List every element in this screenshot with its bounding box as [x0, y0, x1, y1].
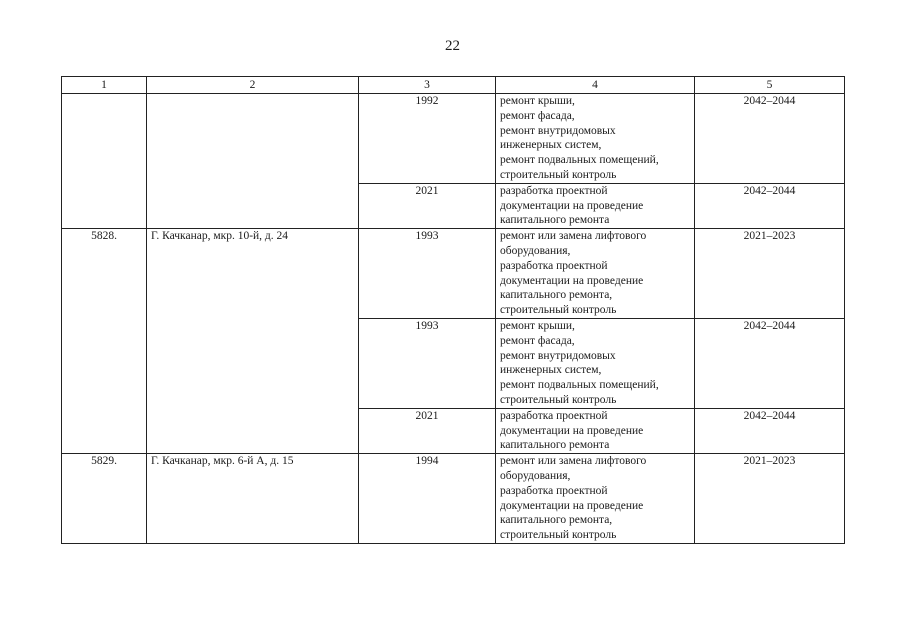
work-item: инженерных систем, [500, 139, 602, 152]
work-item: ремонт внутридомовых [500, 349, 616, 362]
work-item: ремонт фасада, [500, 334, 575, 347]
work-item: разработка проектной [500, 409, 608, 422]
work-item: строительный контроль [500, 393, 617, 406]
page-number: 22 [445, 38, 460, 54]
work-item: капитального ремонта [500, 214, 610, 227]
year-cell: 2021 [359, 408, 496, 453]
work-item: капитального ремонта, [500, 289, 613, 302]
year-cell: 1992 [359, 94, 496, 184]
work-item: строительный контроль [500, 168, 617, 181]
work-item: ремонт подвальных помещений, [500, 154, 659, 167]
period-cell: 2021–2023 [695, 229, 845, 319]
work-item: документации на проведение [500, 424, 644, 437]
period-cell: 2021–2023 [695, 454, 845, 544]
work-item: документации на проведение [500, 199, 644, 212]
work-item: ремонт или замена лифтового [500, 455, 647, 468]
building-address-cell [147, 94, 359, 229]
header-col-3: 3 [359, 77, 496, 94]
repair-schedule-table [61, 76, 845, 544]
works-cell [496, 183, 695, 228]
period-cell: 2042–2044 [695, 94, 845, 184]
building-number-cell: 5829. [62, 454, 147, 544]
period-cell: 2042–2044 [695, 183, 845, 228]
period-cell: 2042–2044 [695, 408, 845, 453]
works-cell [496, 229, 695, 319]
work-item: инженерных систем, [500, 364, 602, 377]
work-item: оборудования, [500, 244, 571, 257]
year-cell: 1994 [359, 454, 496, 544]
work-item: документации на проведение [500, 499, 644, 512]
building-number-cell [62, 94, 147, 229]
work-item: разработка проектной [500, 184, 608, 197]
works-cell [496, 454, 695, 544]
work-item: ремонт крыши, [500, 319, 575, 332]
header-col-5: 5 [695, 77, 845, 94]
works-cell [496, 318, 695, 408]
work-item: ремонт крыши, [500, 95, 575, 107]
table-body [62, 94, 845, 544]
works-cell [496, 94, 695, 184]
building-address-cell: Г. Качканар, мкр. 6-й А, д. 15 [147, 454, 359, 544]
year-cell: 1993 [359, 318, 496, 408]
building-address-cell: Г. Качканар, мкр. 10-й, д. 24 [147, 229, 359, 454]
work-item: ремонт внутридомовых [500, 124, 616, 137]
year-cell: 1993 [359, 229, 496, 319]
work-item: оборудования, [500, 469, 571, 482]
work-item: ремонт фасада, [500, 109, 575, 122]
header-col-4: 4 [496, 77, 695, 94]
work-item: документации на проведение [500, 274, 644, 287]
work-item: строительный контроль [500, 304, 617, 317]
header-row [62, 77, 845, 94]
work-item: разработка проектной [500, 484, 608, 497]
work-item: ремонт или замена лифтового [500, 230, 647, 243]
works-cell [496, 408, 695, 453]
header-col-2: 2 [147, 77, 359, 94]
table-row [62, 454, 845, 544]
work-item: разработка проектной [500, 259, 608, 272]
header-col-1: 1 [62, 77, 147, 94]
year-cell: 2021 [359, 183, 496, 228]
work-item: строительный контроль [500, 529, 617, 542]
work-item: капитального ремонта, [500, 514, 613, 527]
work-item: ремонт подвальных помещений, [500, 379, 659, 392]
period-cell: 2042–2044 [695, 318, 845, 408]
work-item: капитального ремонта [500, 439, 610, 452]
table-row [62, 94, 845, 184]
table-row [62, 229, 845, 319]
building-number-cell: 5828. [62, 229, 147, 454]
